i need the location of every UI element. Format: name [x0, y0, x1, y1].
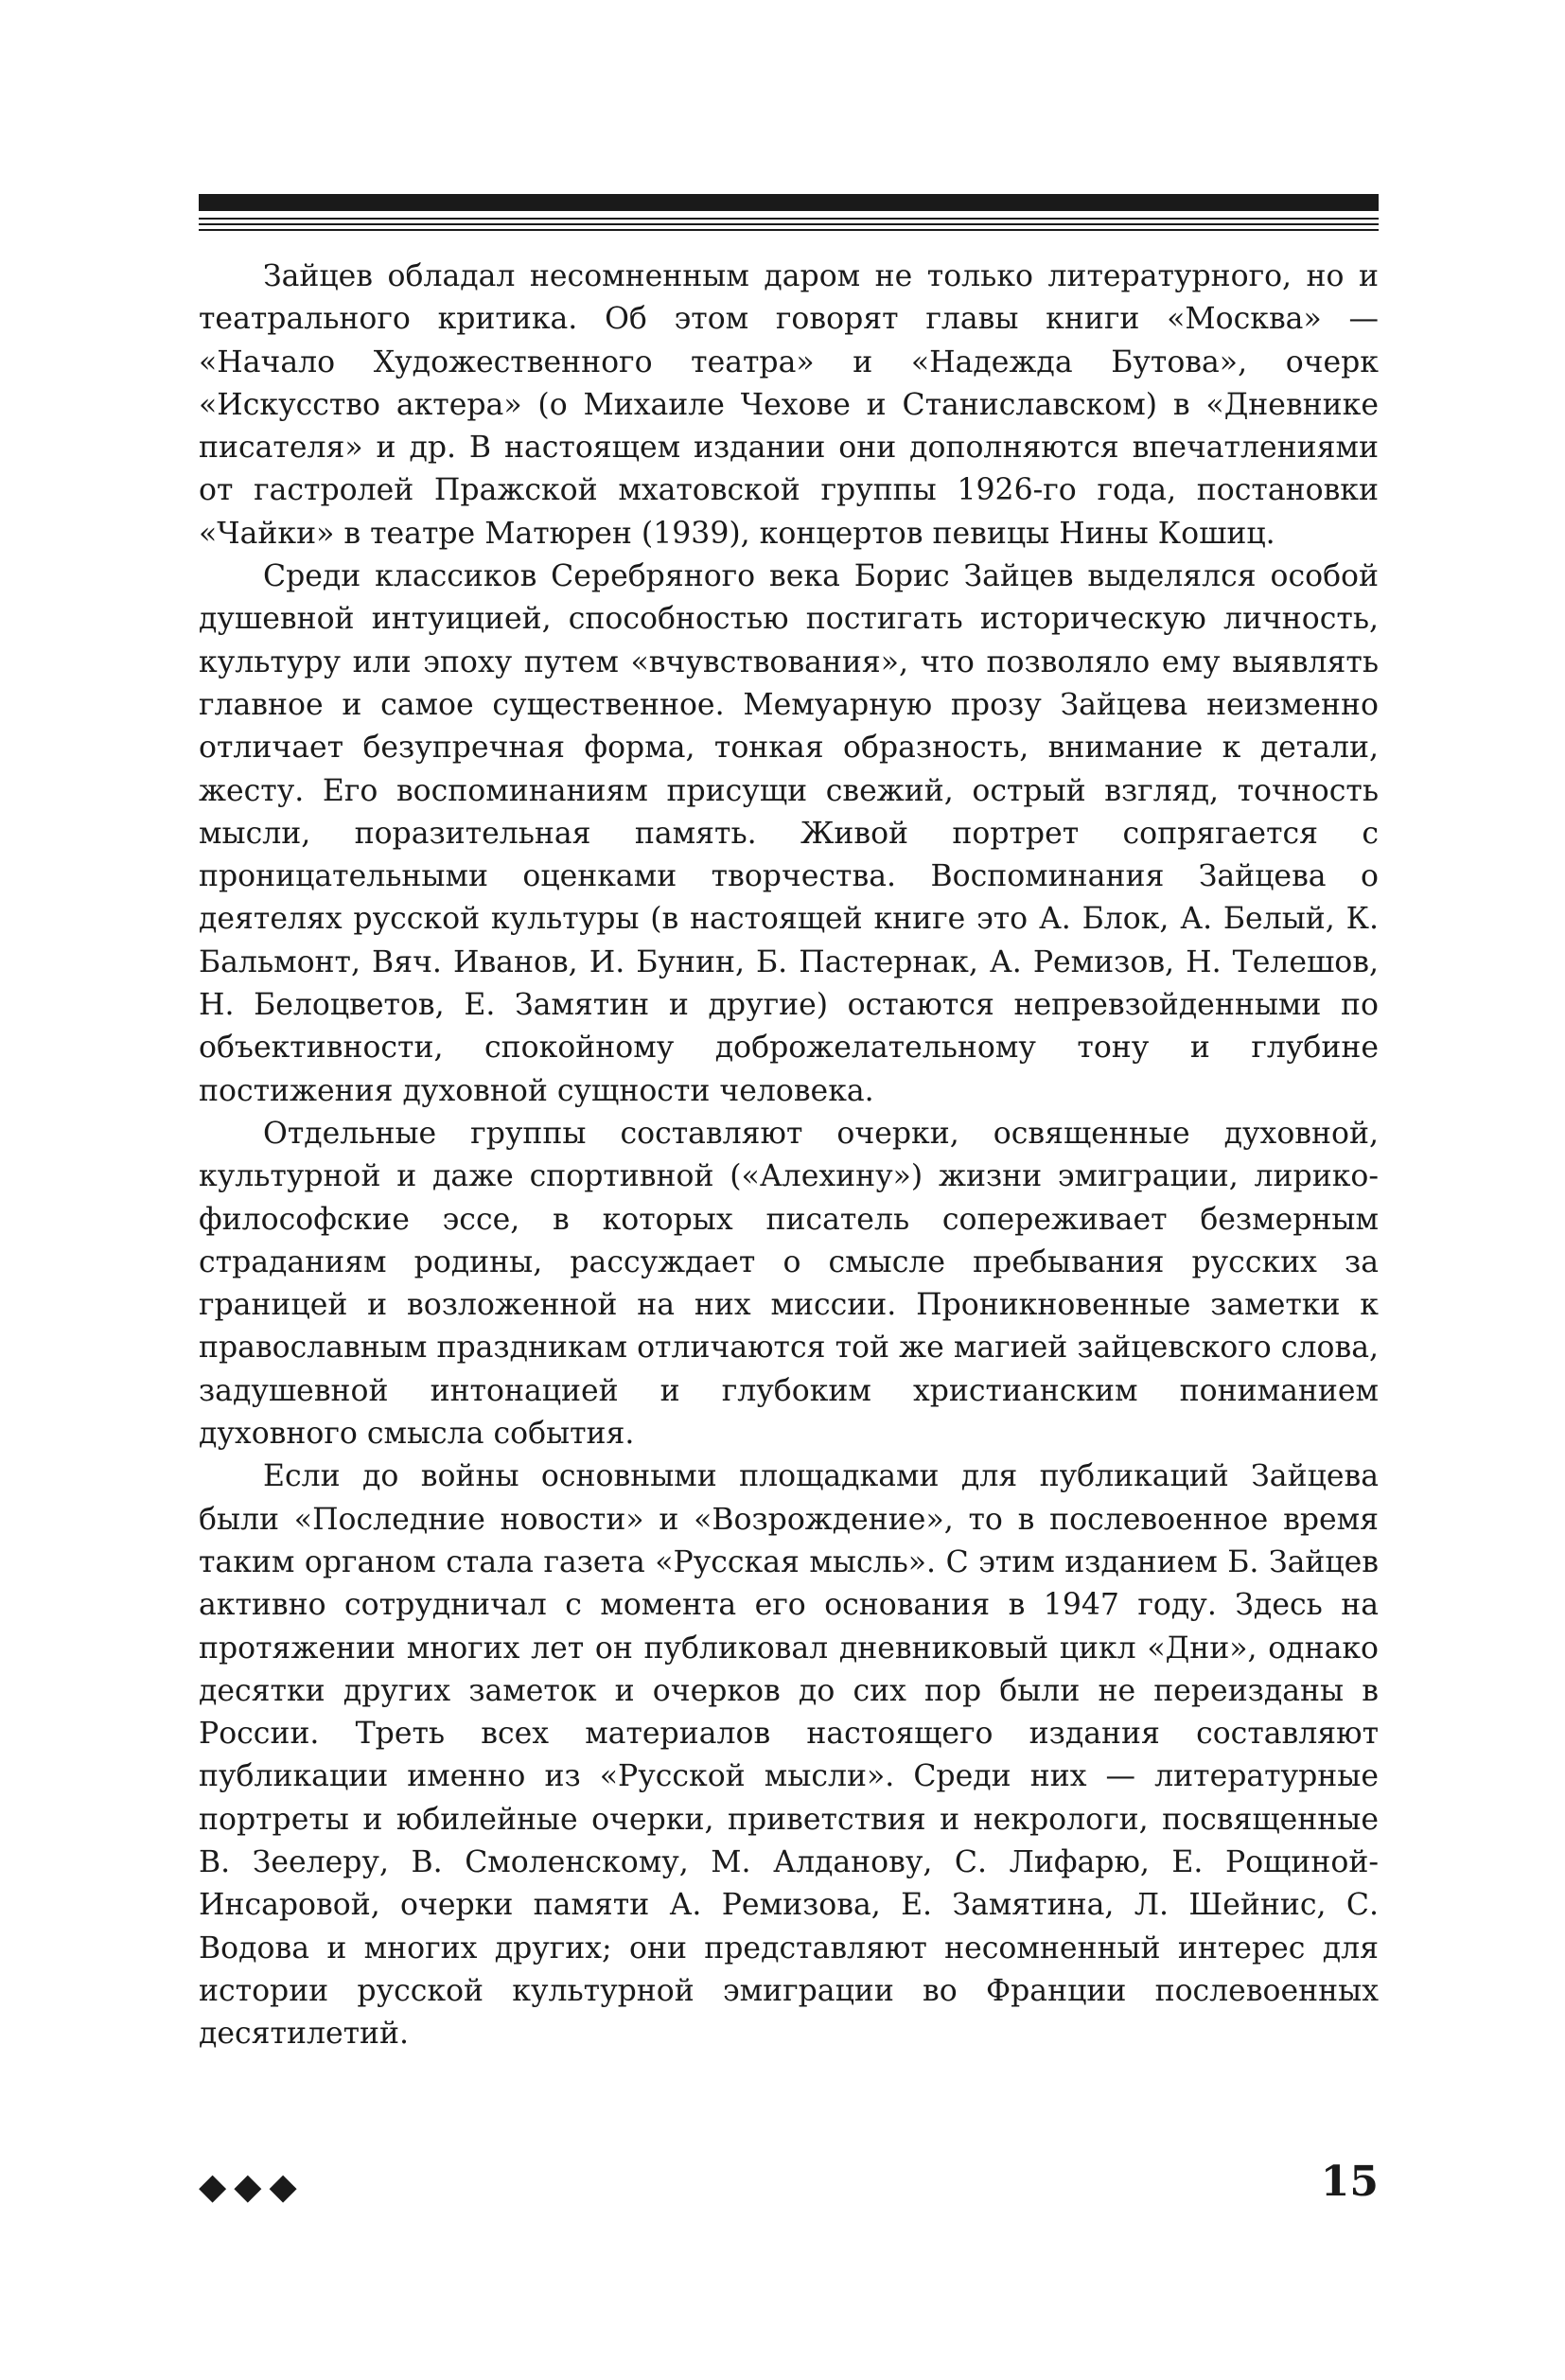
paragraph: Если до войны основными площадками для публикаций Зайцева были «Последние новости» и «Возрождение», то в послевоенное время таким органом стала газета «Русская мысль». С этим изданием Б. Зайцев активно сотрудничал с момента его основания в 1947 году. Здесь на протяжении многих лет он публиковал дневниковый цикл «Дни», однако десятки других заметок и очерков до сих пор были не переизданы в России. Треть всех материалов настоящего издания составляют публикации именно из «Русской мысли». Среди них — литературные портреты и юбилейные очерки, приветствия и некрологи, посвященные В. Зеелеру, В. Смоленскому, М. Алданову, С. Лифарю, Е. Рощиной-Инсаровой, очерки памяти А. Ремизова, Е. Замятина, Л. Шейнис, С. Водова и многих других; они представляют несомненный интерес для истории русской культурной эмиграции во Франции послевоенных десятилетий.: [199, 1459, 1379, 2052]
header-rule-thin: [199, 223, 1379, 225]
paragraph: Среди классиков Серебряного века Борис Зайцев выделялся особой душевной интуицией, способностью постигать историческую личность, культуру или эпоху путем «вчувствования», что позволяло ему выявлять главное и самое существенное. Мемуарную прозу Зайцева неизменно отличает безупречная форма, тонкая образность, внимание к детали, жесту. Его воспоминаниям присущи свежий, острый взгляд, точность мысли, поразительная память. Живой портрет сопрягается с проницательными оценками творчества. Воспоминания Зайцева о деятелях русской культуры (в настоящей книге это А. Блок, А. Белый, К. Бальмонт, Вяч. Иванов, И. Бунин, Б. Пастернак, А. Ремизов, Н. Телешов, Н. Белоцветов, Е. Замятин и другие) остаются непревзойденными по объективности, спокойному доброжелательному тону и глубине постижения духовной сущности человека.: [199, 559, 1379, 1108]
header-rule-thick: [199, 194, 1379, 211]
header-rule-thin: [199, 229, 1379, 231]
paragraph: Отдельные группы составляют очерки, освященные духовной, культурной и даже спортивной («Алехину») жизни эмиграции, лирико-философские эссе, в которых писатель сопереживает безмерным страданиям родины, рассуждает о смысле пребывания русских за границей и возложенной на них миссии. Проникновенные заметки к православным праздникам отличаются той же магией зайцевского слова, задушевной интонацией и глубоким христианским пониманием духовного смысла события.: [199, 1116, 1379, 1452]
header-rule: [199, 194, 1379, 232]
footer-ornament: ◆◆◆: [199, 2165, 305, 2207]
page-number: 15: [1320, 2158, 1379, 2206]
paragraph: Зайцев обладал несомненным даром не только литературного, но и театрального критика. Об этом говорят главы книги «Москва» — «Начало Художественного театра» и «Надежда Бутова», очерк «Искусство актера» (о Михаиле Чехове и Станиславском) в «Дневнике писателя» и др. В настоящем издании они дополняются впечатлениями от гастролей Пражской мхатовской группы 1926-го года, постановки «Чайки» в театре Матюрен (1939), концертов певицы Нины Кошиц.: [199, 259, 1379, 551]
page-body: [199, 256, 1379, 2055]
header-rule-thin: [199, 218, 1379, 220]
